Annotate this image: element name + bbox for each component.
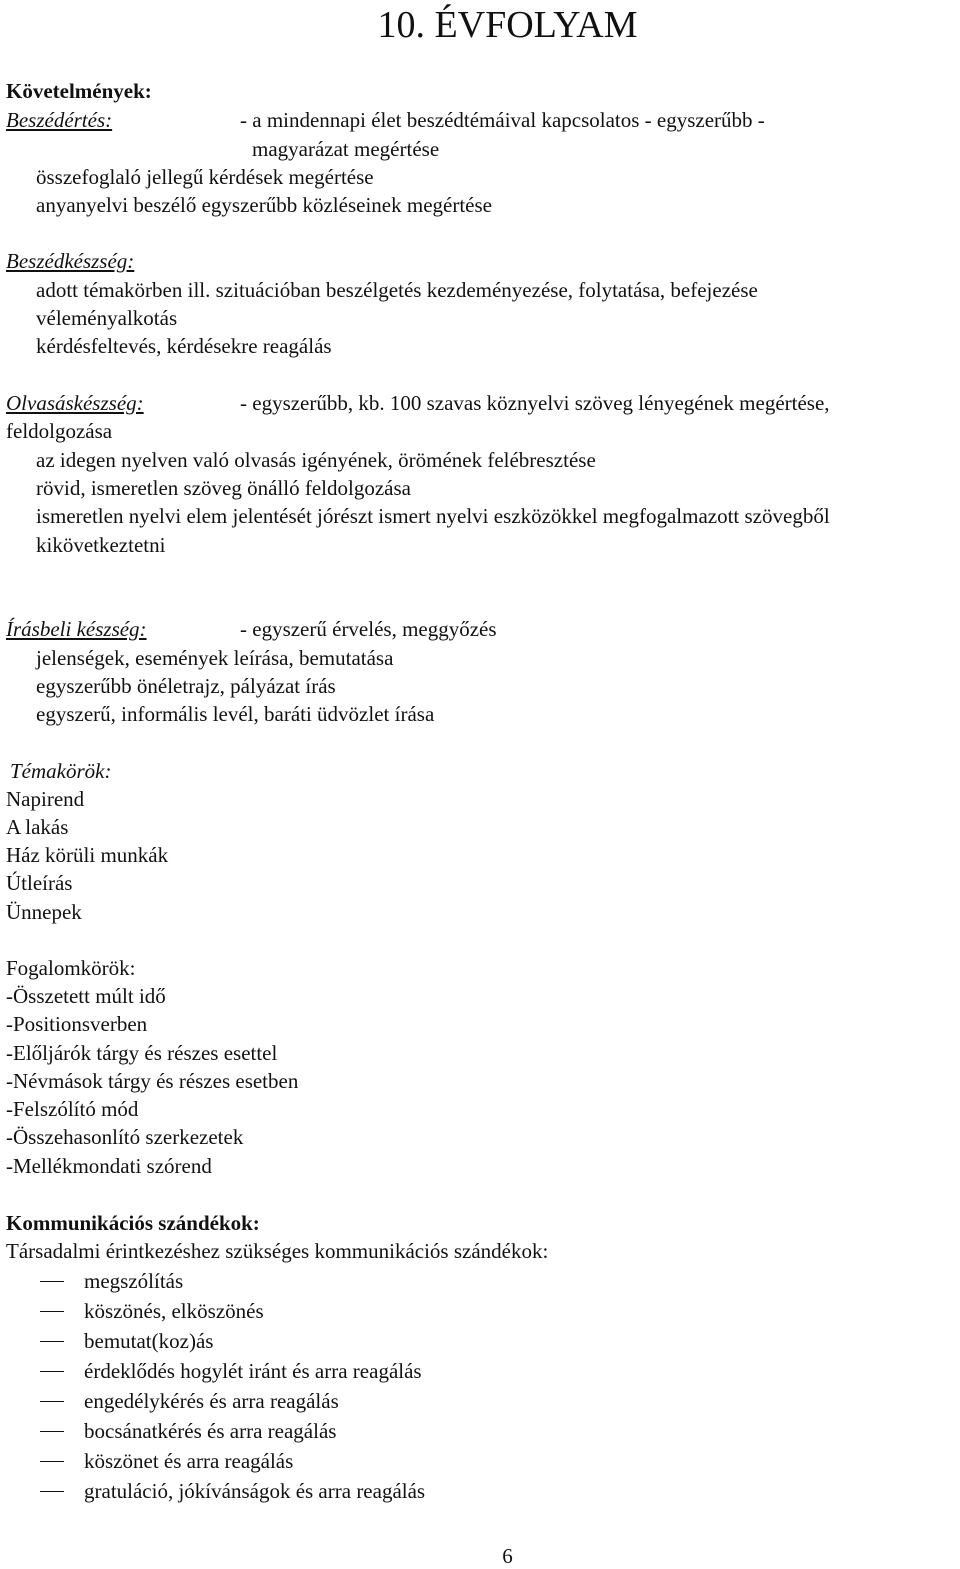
reading-line: az idegen nyelven való olvasás igényének, örömének felébresztése <box>36 448 596 472</box>
speaking-line: véleményalkotás <box>36 306 178 330</box>
page-title: 10. ÉVFOLYAM <box>377 4 638 46</box>
listening-line: összefoglaló jellegű kérdések megértése <box>36 165 374 189</box>
writing-line: - egyszerű érvelés, meggyőzés <box>240 617 497 641</box>
communication-item: érdeklődés hogylét iránt és arra reagálás <box>84 1359 422 1383</box>
concept-item: -Mellékmondati szórend <box>6 1154 212 1178</box>
topic-item: Napirend <box>6 787 85 811</box>
communication-item: bemutat(koz)ás <box>84 1329 214 1353</box>
writing-label: Írásbeli készség: <box>6 617 147 641</box>
reading-label: Olvasáskészség: <box>6 391 144 415</box>
dash-bullet <box>40 1371 64 1372</box>
concept-item: -Névmások tárgy és részes esetben <box>6 1069 299 1093</box>
topics-heading: Témakörök: <box>10 759 112 783</box>
page-number: 6 <box>502 1544 513 1568</box>
concept-item: -Összehasonlító szerkezetek <box>6 1125 244 1149</box>
topic-item: Útleírás <box>6 871 73 895</box>
communication-item: köszönés, elköszönés <box>84 1299 264 1323</box>
reading-line: rövid, ismeretlen szöveg önálló feldolgozása <box>36 476 411 500</box>
concept-item: -Felszólító mód <box>6 1097 139 1121</box>
reading-line: feldolgozása <box>6 419 113 443</box>
concept-item: -Összetett múlt idő <box>6 984 166 1008</box>
communication-item: megszólítás <box>84 1269 184 1293</box>
concept-item: -Positionsverben <box>6 1012 148 1036</box>
concepts-heading: Fogalomkörök: <box>6 956 136 980</box>
communication-item: gratuláció, jókívánságok és arra reagálás <box>84 1479 426 1503</box>
dash-bullet <box>40 1401 64 1402</box>
reading-line: kikövetkeztetni <box>36 533 166 557</box>
listening-line: magyarázat megértése <box>252 137 440 161</box>
communication-item: bocsánatkérés és arra reagálás <box>84 1419 337 1443</box>
listening-line: anyanyelvi beszélő egyszerűbb közléseinek megértése <box>36 193 492 217</box>
speaking-line: adott témakörben ill. szituációban beszélgetés kezdeményezése, folytatása, befejezése <box>36 278 758 302</box>
dash-bullet <box>40 1311 64 1312</box>
topic-item: Ünnepek <box>6 900 82 924</box>
topic-item: A lakás <box>6 815 69 839</box>
reading-line: - egyszerűbb, kb. 100 szavas köznyelvi szöveg lényegének megértése, <box>240 391 830 415</box>
reading-line: ismeretlen nyelvi elem jelentését jórészt ismert nyelvi eszközökkel megfogalmazott szövegből <box>36 504 830 528</box>
listening-line: - a mindennapi élet beszédtémáival kapcsolatos - egyszerűbb - <box>240 108 765 132</box>
speaking-label: Beszédkészség: <box>6 249 135 273</box>
dash-bullet <box>40 1341 64 1342</box>
dash-bullet <box>40 1491 64 1492</box>
dash-bullet <box>40 1461 64 1462</box>
writing-line: egyszerű, informális levél, baráti üdvözlet írása <box>36 702 435 726</box>
dash-bullet <box>40 1281 64 1282</box>
concept-item: -Előljárók tárgy és részes esettel <box>6 1041 278 1065</box>
requirements-heading: Követelmények: <box>6 79 152 103</box>
communication-item: engedélykérés és arra reagálás <box>84 1389 339 1413</box>
listening-label: Beszédértés: <box>6 108 113 132</box>
writing-line: egyszerűbb önéletrajz, pályázat írás <box>36 674 336 698</box>
topic-item: Ház körüli munkák <box>6 843 169 867</box>
communication-item: köszönet és arra reagálás <box>84 1449 294 1473</box>
writing-line: jelenségek, események leírása, bemutatása <box>36 646 394 670</box>
communication-intro: Társadalmi érintkezéshez szükséges kommunikációs szándékok: <box>6 1239 549 1263</box>
dash-bullet <box>40 1431 64 1432</box>
speaking-line: kérdésfeltevés, kérdésekre reagálás <box>36 334 332 358</box>
communication-heading: Kommunikációs szándékok: <box>6 1211 260 1235</box>
